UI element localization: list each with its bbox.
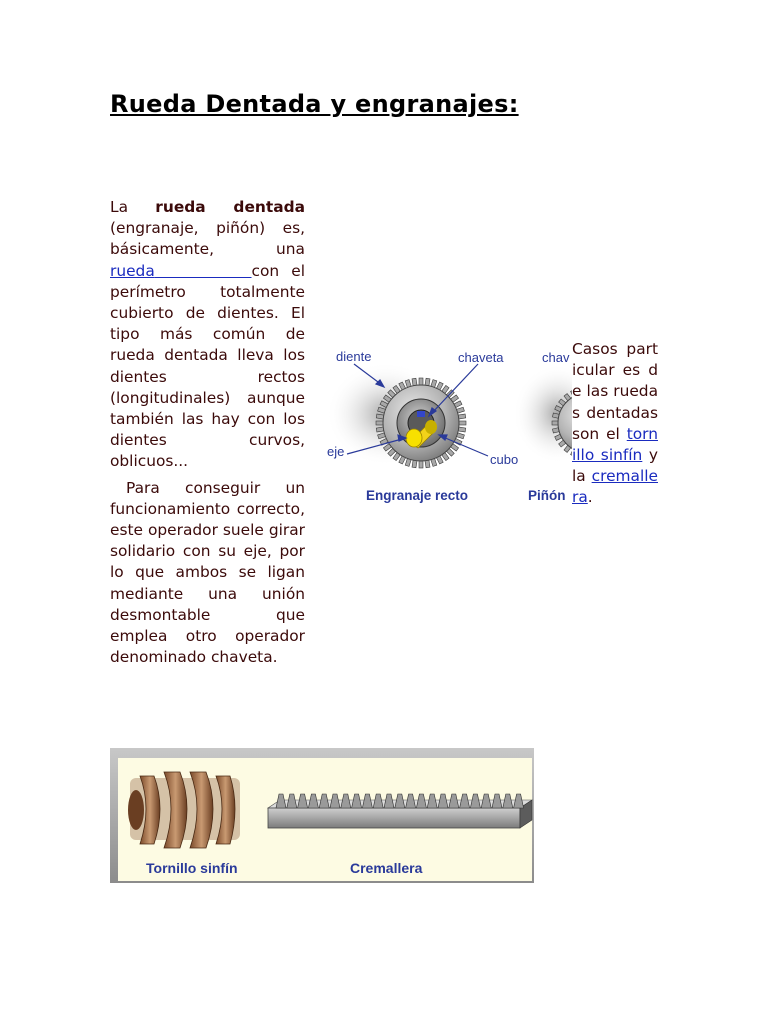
text-fragment: con el perímetro totalmente cubierto de dientes. El tipo más común de rueda dentada lleva los dientes rectos (longitudinales) aunque también las hay con los dientes curvos, oblicuos... xyxy=(110,261,305,471)
label-cubo: cubo xyxy=(490,452,519,467)
paragraph-intro xyxy=(110,197,305,473)
page-title: Rueda Dentada y engranajes: xyxy=(110,90,519,118)
caption-cremallera: Cremallera xyxy=(350,860,423,876)
text-fragment: . xyxy=(587,488,593,507)
text-fragment: y la xyxy=(572,446,658,486)
spur-gear-figure xyxy=(318,338,572,520)
link-tornillo-sinfin[interactable]: tornillo sinfín xyxy=(572,424,658,465)
link-rueda[interactable]: rueda xyxy=(110,261,155,280)
paragraph-casos xyxy=(572,339,658,509)
main-text-column xyxy=(110,197,305,668)
key-slot xyxy=(417,411,425,417)
label-eje: eje xyxy=(327,444,345,459)
worm-and-rack-figure xyxy=(110,748,534,883)
worm-and-rack-illustration xyxy=(110,748,534,883)
caption-tornillo-sinfin: Tornillo sinfín xyxy=(146,860,238,876)
text-fragment: (engranaje, piñón) es, básicamente, una xyxy=(110,219,305,259)
label-diente: diente xyxy=(336,349,372,364)
text-fragment: La xyxy=(110,198,156,216)
link-cremallera[interactable]: cremallera xyxy=(572,467,658,507)
label-chaveta: chaveta xyxy=(458,350,504,365)
side-text-column xyxy=(572,339,658,509)
paragraph-chaveta: Para conseguir un funcionamiento correcto, este operador suele girar solidario con su eje, por lo que ambos se ligan mediante una unión desmontable que emplea otro operador denominado chaveta. xyxy=(110,478,305,667)
caption-pinon-cropped: Piñón xyxy=(528,488,566,503)
label-chaveta-cropped: chav xyxy=(542,350,570,365)
term-rueda-dentada: rueda dentada xyxy=(155,198,305,216)
caption-engranaje-recto: Engranaje recto xyxy=(366,488,469,503)
text-fragment: Casos particular es de las ruedas dentadas son el xyxy=(572,340,658,443)
spur-gear-illustration xyxy=(318,338,572,520)
worm-screw xyxy=(128,772,240,848)
link-rueda-trailing-space[interactable] xyxy=(155,262,252,280)
